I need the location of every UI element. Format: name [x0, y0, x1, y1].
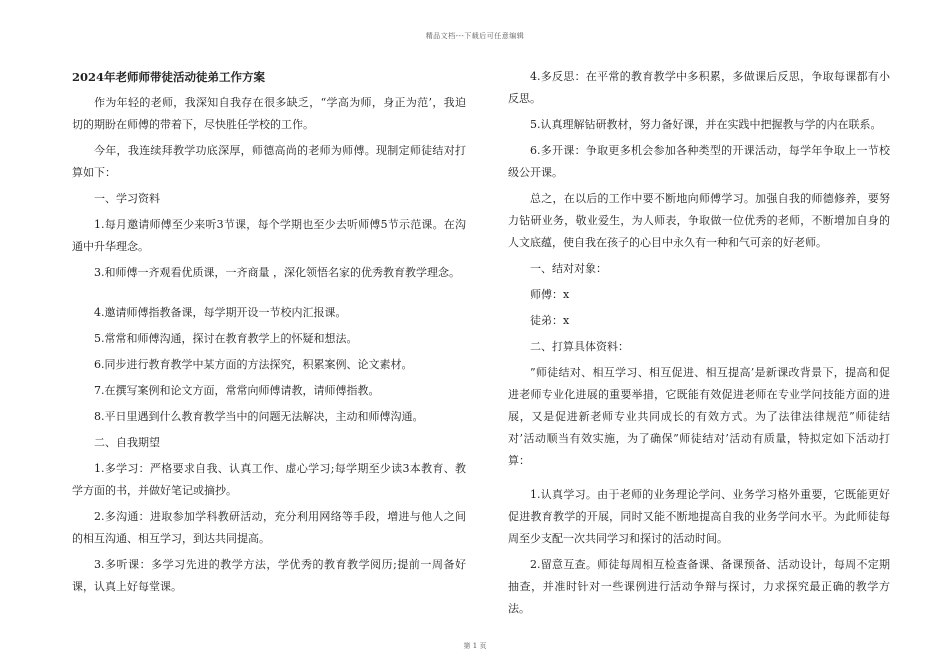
paragraph: 1.每月邀请师傅至少来听3节课，每个学期也至少去听师傅5节示范课。在沟通中升华理念。 [72, 218, 466, 253]
right-column [508, 66, 890, 624]
document-title: 2024年老师师带徒活动徒弟工作方案 [72, 70, 266, 84]
page-number: 第 1 页 [463, 642, 487, 650]
left-column [72, 66, 466, 602]
section-heading: 二、自我期望 [94, 436, 160, 449]
paragraph: 4.邀请师傅指教备课，每学期开设一节校内汇报课。 [94, 306, 347, 319]
section-heading: 一、结对对象： [530, 262, 607, 275]
paragraph: ”师徒结对、相互学习、相互促进、相互提高’是新课改背景下，提高和促进老师专业化进展的重要举措，它既能有效促进老师在专业学问技能方面的进展，又是促进新老师专业共同成长的有效方式。为了法律法律规范”师徒结对’活动顺当有效实施，为了确保”师徒结对’活动有质量，特拟定如下活动打算： [508, 366, 890, 467]
section-heading: 二、打算具体资料： [530, 340, 629, 353]
paragraph: 5.常常和师傅沟通，探讨在教育教学上的怀疑和想法。 [94, 332, 358, 345]
apprentice-line: 徒弟：x [530, 314, 570, 327]
paragraph: 4.多反思：在平常的教育教学中多积累，多做课后反思，争取每课都有小反思。 [508, 70, 890, 105]
paragraph: 6.同步进行教育教学中某方面的方法探究，积累案例、论文素材。 [94, 358, 413, 371]
paragraph: 2.多沟通：进取参加学科教研活动，充分利用网络等手段，增进与他人之间的相互沟通、相互学习，到达共同提高。 [72, 510, 466, 545]
section-heading: 一、学习资料 [94, 192, 160, 205]
paragraph: 1.认真学习。由于老师的业务理论学问、业务学习格外重要，它既能更好促进教育教学的开展，同时又能不断地提高自我的业务学问水平。为此师徒每周至少支配一次共同学习和探讨的活动时间。 [508, 488, 890, 545]
page-header: 精品文档---下载后可任意编辑 [425, 32, 525, 40]
paragraph: 3.多听课：多学习先进的教学方法，学优秀的教育教学阅历;提前一周备好课，认真上好每堂课。 [72, 558, 466, 593]
paragraph: 3.和师傅一齐观看优质课，一齐商量 ，深化领悟名家的优秀教育教学理念。 [94, 266, 460, 279]
paragraph: 7.在撰写案例和论文方面，常常向师傅请教，请师傅指教。 [94, 384, 380, 397]
paragraph: 5.认真理解钻研教材，努力备好课，并在实践中把握教与学的内在联系。 [530, 118, 882, 131]
paragraph: 今年，我连续拜教学功底深厚，师德高尚的老师为师傅。现制定师徒结对打算如下： [72, 144, 466, 179]
paragraph: 2.留意互查。师徒每周相互检查备课、备课预备、活动设计，每周不定期抽查，并准时针对一些课例进行活动争辩与探讨，力求探究最正确的教学方法。 [508, 558, 890, 615]
paragraph: 总之，在以后的工作中要不断地向师傅学习。加强自我的师德修养，要努力钻研业务，敬业爱生，为人师表，争取做一位优秀的老师，不断增加自身的人文底蕴，使自我在孩子的心目中永久有一种和气可亲的好老师。 [508, 192, 890, 249]
mentor-line: 师傅：x [530, 288, 570, 301]
paragraph: 作为年轻的老师，我深知自我存在很多缺乏，“学高为师，身正为范’，我迫切的期盼在师傅的带着下，尽快胜任学校的工作。 [72, 96, 466, 131]
paragraph: 1.多学习：严格要求自我、认真工作、虚心学习;每学期至少读3本教育、教学方面的书，并做好笔记或摘抄。 [72, 462, 466, 497]
paragraph: 6.多开课：争取更多机会参加各种类型的开课活动，每学年争取上一节校级公开课。 [508, 144, 890, 179]
paragraph: 8.平日里遇到什么教育教学当中的问题无法解决，主动和师傅沟通。 [94, 410, 424, 423]
